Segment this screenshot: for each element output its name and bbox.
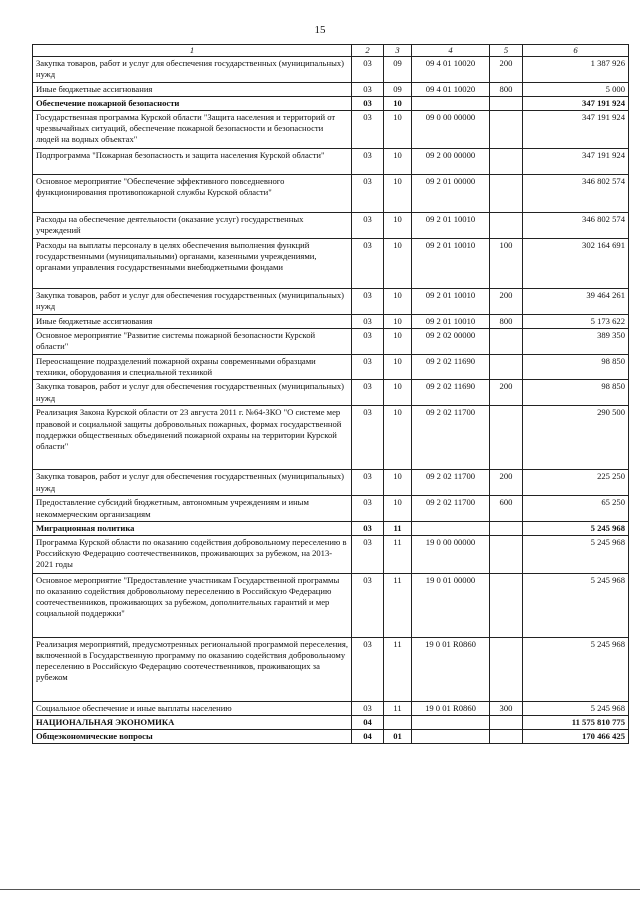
table-row [33,314,629,328]
row-name: Переоснащение подразделений пожарной охраны современными образцами техники, оборудования и специальной техникой [33,355,352,380]
table-row [33,535,629,573]
row-name: Закупка товаров, работ и услуг для обеспечения государственных (муниципальных) нужд [33,288,352,314]
row-subsection-code: 10 [384,355,412,380]
row-target-article: 09 2 01 00000 [412,174,490,212]
row-section-code: 03 [352,174,384,212]
row-target-article [412,716,490,730]
table-row [33,730,629,744]
row-name: Расходы на выплаты персоналу в целях обеспечения выполнения функций государственными (муниципальными) органами, казенными учреждениями, органами управления государственными внебюджетными фондами [33,238,352,288]
header-col-name: 1 [33,45,352,57]
row-subsection-code: 10 [384,288,412,314]
row-subsection-code: 10 [384,470,412,496]
row-expense-type [490,535,523,573]
row-expense-type [490,521,523,535]
row-subsection-code: 10 [384,329,412,355]
row-expense-type [490,148,523,174]
row-expense-type: 200 [490,57,523,82]
row-section-code: 03 [352,96,384,110]
row-amount: 347 191 924 [523,96,629,110]
row-name: Реализация мероприятий, предусмотренных региональной программой переселения, включенной в Государственную программу по оказанию содействия добровольному переселению в Российскую Федерацию соотечественников, проживающих за рубежом [33,637,352,701]
row-name: Закупка товаров, работ и услуг для обеспечения государственных (муниципальных) нужд [33,57,352,82]
row-name: Реализация Закона Курской области от 23 августа 2011 г. №64-ЗКО "О системе мер правовой и социальной защиты добровольных пожарных, формах государственной поддержки общественных объединений пожарной охраны на территории Курской области" [33,406,352,470]
row-section-code: 03 [352,521,384,535]
row-name: Основное мероприятие "Предоставление участникам Государственной программы по оказанию содействия добровольному переселению в Российскую Федерацию соотечественников, проживающих за рубежом, дополнительных гарантий и мер социальной поддержки" [33,573,352,637]
row-name: Обеспечение пожарной безопасности [33,96,352,110]
row-section-code: 03 [352,238,384,288]
row-target-article [412,96,490,110]
table-row [33,238,629,288]
row-name: НАЦИОНАЛЬНАЯ ЭКОНОМИКА [33,716,352,730]
row-name: Основное мероприятие "Развитие системы пожарной безопасности Курской области" [33,329,352,355]
row-expense-type [490,637,523,701]
table-row [33,701,629,715]
row-name: Закупка товаров, работ и услуг для обеспечения государственных (муниципальных) нужд [33,470,352,496]
table-row [33,96,629,110]
row-name: Иные бюджетные ассигнования [33,82,352,96]
row-target-article [412,521,490,535]
row-subsection-code: 10 [384,96,412,110]
row-subsection-code: 10 [384,212,412,238]
table-row [33,716,629,730]
row-amount: 65 250 [523,496,629,521]
row-subsection-code: 11 [384,573,412,637]
row-amount: 39 464 261 [523,288,629,314]
table-row [33,637,629,701]
row-amount: 5 173 622 [523,314,629,328]
row-section-code: 03 [352,470,384,496]
row-name: Расходы на обеспечение деятельности (оказание услуг) государственных учреждений [33,212,352,238]
row-expense-type: 200 [490,470,523,496]
header-col-subsection: 3 [384,45,412,57]
row-expense-type: 800 [490,82,523,96]
row-section-code: 03 [352,212,384,238]
row-subsection-code [384,716,412,730]
row-subsection-code: 10 [384,406,412,470]
row-name: Основное мероприятие "Обеспечение эффективного повседневного функционирования противопожарной службы Курской области" [33,174,352,212]
row-expense-type [490,573,523,637]
row-subsection-code: 10 [384,380,412,406]
row-target-article: 19 0 00 00000 [412,535,490,573]
row-amount: 225 250 [523,470,629,496]
row-subsection-code: 10 [384,148,412,174]
row-section-code: 03 [352,314,384,328]
row-target-article: 09 2 02 00000 [412,329,490,355]
row-amount: 5 245 968 [523,535,629,573]
page-number: 15 [314,24,326,36]
row-amount: 1 387 926 [523,57,629,82]
row-amount: 5 245 968 [523,637,629,701]
row-amount: 5 245 968 [523,701,629,715]
row-section-code: 03 [352,355,384,380]
table-row [33,57,629,82]
row-target-article: 19 0 01 R0860 [412,637,490,701]
row-target-article: 09 0 00 00000 [412,110,490,148]
row-amount: 98 850 [523,380,629,406]
row-subsection-code: 10 [384,238,412,288]
row-target-article: 09 4 01 10020 [412,82,490,96]
table-row [33,174,629,212]
row-target-article: 09 2 01 10010 [412,238,490,288]
row-amount: 302 164 691 [523,238,629,288]
row-subsection-code: 10 [384,174,412,212]
table-body [33,57,629,744]
row-amount: 5 245 968 [523,573,629,637]
table-row [33,496,629,521]
row-target-article: 09 2 02 11700 [412,470,490,496]
row-name: Закупка товаров, работ и услуг для обеспечения государственных (муниципальных) нужд [33,380,352,406]
row-target-article: 09 2 02 11700 [412,496,490,521]
row-target-article [412,730,490,744]
row-expense-type [490,110,523,148]
row-section-code: 04 [352,730,384,744]
header-col-target-article: 4 [412,45,490,57]
row-expense-type [490,406,523,470]
row-expense-type [490,174,523,212]
row-target-article: 09 2 00 00000 [412,148,490,174]
table-row [33,148,629,174]
row-section-code: 03 [352,496,384,521]
row-target-article: 09 2 02 11690 [412,355,490,380]
row-target-article: 09 2 01 10010 [412,314,490,328]
table-row [33,406,629,470]
row-target-article: 09 2 01 10010 [412,288,490,314]
row-expense-type [490,355,523,380]
table-row [33,573,629,637]
row-section-code: 03 [352,406,384,470]
row-subsection-code: 10 [384,314,412,328]
row-expense-type [490,96,523,110]
table-row [33,329,629,355]
row-section-code: 03 [352,380,384,406]
row-target-article: 09 2 02 11690 [412,380,490,406]
row-target-article: 19 0 01 R0860 [412,701,490,715]
row-section-code: 03 [352,82,384,96]
row-expense-type: 300 [490,701,523,715]
row-amount: 346 802 574 [523,212,629,238]
row-subsection-code: 11 [384,637,412,701]
row-amount: 11 575 810 775 [523,716,629,730]
row-name: Предоставление субсидий бюджетным, автономным учреждениям и иным некоммерческим организациям [33,496,352,521]
row-target-article: 09 4 01 10020 [412,57,490,82]
row-subsection-code: 10 [384,110,412,148]
row-section-code: 03 [352,701,384,715]
header-col-amount: 6 [523,45,629,57]
table-row [33,110,629,148]
table-row [33,355,629,380]
row-subsection-code: 09 [384,82,412,96]
row-amount: 347 191 924 [523,110,629,148]
table-row [33,212,629,238]
row-expense-type [490,212,523,238]
row-name: Государственная программа Курской области "Защита населения и территорий от чрезвычайных ситуаций, обеспечение пожарной безопасности и безопасности людей на водных объектах" [33,110,352,148]
header-col-section: 2 [352,45,384,57]
table-row [33,470,629,496]
row-amount: 346 802 574 [523,174,629,212]
row-expense-type: 600 [490,496,523,521]
budget-table [32,44,629,744]
row-subsection-code: 01 [384,730,412,744]
row-amount: 347 191 924 [523,148,629,174]
row-subsection-code: 10 [384,496,412,521]
row-expense-type: 200 [490,380,523,406]
row-target-article: 09 2 01 10010 [412,212,490,238]
row-name: Миграционная политика [33,521,352,535]
row-subsection-code: 11 [384,701,412,715]
row-section-code: 03 [352,637,384,701]
row-expense-type [490,329,523,355]
table-row [33,521,629,535]
table-header-row [33,45,629,57]
row-expense-type [490,716,523,730]
row-section-code: 03 [352,329,384,355]
row-section-code: 03 [352,535,384,573]
row-section-code: 03 [352,573,384,637]
row-section-code: 03 [352,288,384,314]
row-target-article: 19 0 01 00000 [412,573,490,637]
row-name: Общеэкономические вопросы [33,730,352,744]
row-name: Программа Курской области по оказанию содействия добровольному переселению в Российскую Федерацию соотечественников, проживающих за рубежом, на 2013-2021 годы [33,535,352,573]
row-name: Подпрограмма "Пожарная безопасность и защита населения Курской области" [33,148,352,174]
row-expense-type [490,730,523,744]
row-name: Иные бюджетные ассигнования [33,314,352,328]
table-row [33,288,629,314]
row-section-code: 03 [352,57,384,82]
row-section-code: 03 [352,110,384,148]
row-section-code: 03 [352,148,384,174]
row-amount: 5 245 968 [523,521,629,535]
row-expense-type: 200 [490,288,523,314]
row-target-article: 09 2 02 11700 [412,406,490,470]
table-row [33,82,629,96]
row-amount: 170 466 425 [523,730,629,744]
table-row [33,380,629,406]
row-name: Социальное обеспечение и иные выплаты населению [33,701,352,715]
row-expense-type: 800 [490,314,523,328]
row-amount: 98 850 [523,355,629,380]
row-subsection-code: 09 [384,57,412,82]
row-subsection-code: 11 [384,521,412,535]
header-col-expense-type: 5 [490,45,523,57]
row-section-code: 04 [352,716,384,730]
row-amount: 389 350 [523,329,629,355]
row-subsection-code: 11 [384,535,412,573]
footer-divider [0,889,640,890]
row-expense-type: 100 [490,238,523,288]
row-amount: 290 500 [523,406,629,470]
row-amount: 5 000 [523,82,629,96]
